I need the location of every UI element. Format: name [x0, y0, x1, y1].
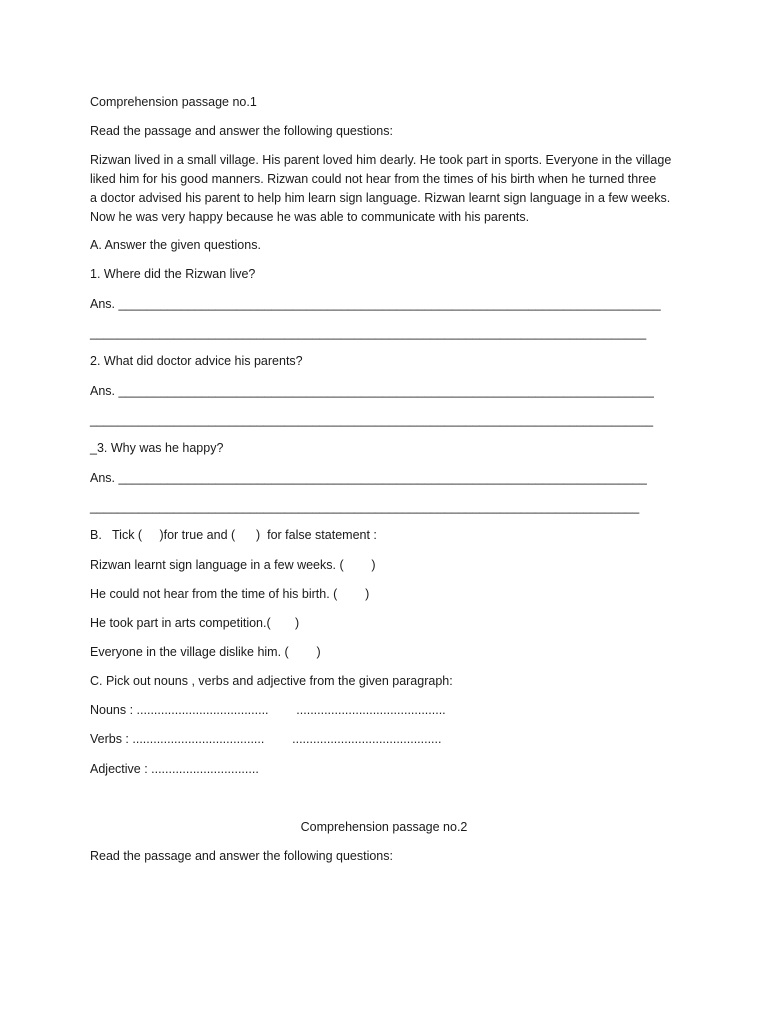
answer-line-3[interactable]: Ans. ____________________________________________________________________________	[90, 471, 647, 485]
question-3: _3. Why was he happy?	[90, 441, 224, 455]
passage1-title: Comprehension passage no.1	[90, 95, 257, 109]
true-false-item[interactable]: He took part in arts competition.( )	[90, 616, 300, 630]
question-2: 2. What did doctor advice his parents?	[90, 354, 303, 368]
true-false-item[interactable]: Everyone in the village dislike him. ( )	[90, 645, 321, 659]
passage2-title: Comprehension passage no.2	[300, 820, 468, 834]
answer-line-3b[interactable]: _______________________________________________________________________________	[90, 500, 640, 514]
passage2-instruction: Read the passage and answer the following questions:	[90, 849, 393, 863]
paragraph-line: a doctor advised his parent to help him learn sign language. Rizwan learnt sign language in a few weeks.	[90, 191, 671, 205]
answer-line-1b[interactable]: ________________________________________________________________________________	[90, 326, 647, 340]
true-false-item[interactable]: Rizwan learnt sign language in a few weeks. ( )	[90, 558, 376, 572]
paragraph-line: Now he was very happy because he was able to communicate with his parents.	[90, 210, 530, 224]
passage1-instruction: Read the passage and answer the following questions:	[90, 124, 393, 138]
nouns-line[interactable]: Nouns : ...................................... ...........................................	[90, 703, 446, 717]
passage1-paragraph	[90, 151, 690, 227]
adjective-line[interactable]: Adjective : ...............................	[90, 762, 259, 776]
section-b-heading: B. Tick ( )for true and ( ) for false statement :	[90, 528, 377, 542]
answer-line-1[interactable]: Ans. ______________________________________________________________________________	[90, 297, 661, 311]
true-false-item[interactable]: He could not hear from the time of his birth. ( )	[90, 587, 370, 601]
verbs-line[interactable]: Verbs : ...................................... ...........................................	[90, 732, 442, 746]
paragraph-line: Rizwan lived in a small village. His parent loved him dearly. He took part in sports. Everyone in the village	[90, 153, 672, 167]
answer-line-2b[interactable]: _________________________________________________________________________________	[90, 413, 654, 427]
section-c-heading: C. Pick out nouns , verbs and adjective from the given paragraph:	[90, 674, 453, 688]
paragraph-line: liked him for his good manners. Rizwan could not hear from the times of his birth when he turned three	[90, 172, 657, 186]
answer-line-2[interactable]: Ans. _____________________________________________________________________________	[90, 384, 654, 398]
section-a-heading: A. Answer the given questions.	[90, 238, 261, 252]
question-1: 1. Where did the Rizwan live?	[90, 267, 256, 281]
